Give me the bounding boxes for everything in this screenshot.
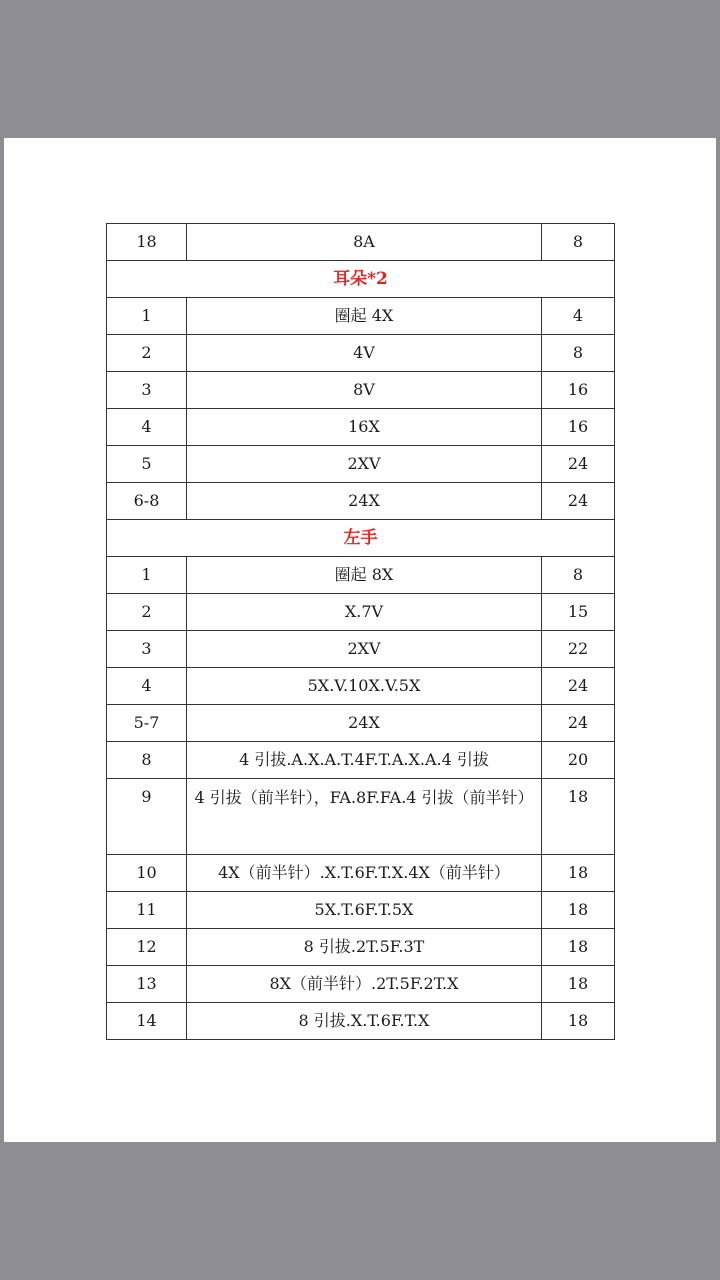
stitch-count-cell: 8 bbox=[542, 224, 615, 261]
table-row bbox=[107, 631, 615, 668]
round-cell: 3 bbox=[107, 372, 187, 409]
table-row bbox=[107, 929, 615, 966]
instruction-cell: 2XV bbox=[187, 446, 542, 483]
stitch-count-cell: 18 bbox=[542, 779, 615, 855]
instruction-cell: 4 引拔（前半针），FA.8F.FA.4 引拔（前半针） bbox=[187, 779, 542, 855]
round-cell: 5 bbox=[107, 446, 187, 483]
round-cell: 13 bbox=[107, 966, 187, 1003]
instruction-cell: X.7V bbox=[187, 594, 542, 631]
stitch-count-cell: 4 bbox=[542, 298, 615, 335]
round-cell: 3 bbox=[107, 631, 187, 668]
table-row bbox=[107, 892, 615, 929]
round-cell: 12 bbox=[107, 929, 187, 966]
instruction-cell: 8 引拔.2T.5F.3T bbox=[187, 929, 542, 966]
instruction-cell: 8X（前半针）.2T.5F.2T.X bbox=[187, 966, 542, 1003]
table-row bbox=[107, 966, 615, 1003]
instruction-cell: 8V bbox=[187, 372, 542, 409]
instruction-cell: 16X bbox=[187, 409, 542, 446]
instruction-cell: 圈起 8X bbox=[187, 557, 542, 594]
stitch-count-cell: 18 bbox=[542, 855, 615, 892]
instruction-cell: 4 引拔.A.X.A.T.4F.T.A.X.A.4 引拔 bbox=[187, 742, 542, 779]
instruction-cell: 5X.V.10X.V.5X bbox=[187, 668, 542, 705]
table-row bbox=[107, 483, 615, 520]
table-row bbox=[107, 335, 615, 372]
stitch-count-cell: 15 bbox=[542, 594, 615, 631]
table-row bbox=[107, 298, 615, 335]
instruction-cell: 4X（前半针）.X.T.6F.T.X.4X（前半针） bbox=[187, 855, 542, 892]
stitch-count-cell: 16 bbox=[542, 409, 615, 446]
table-row bbox=[107, 668, 615, 705]
round-cell: 4 bbox=[107, 668, 187, 705]
stitch-count-cell: 24 bbox=[542, 483, 615, 520]
table-row bbox=[107, 594, 615, 631]
stitch-count-cell: 24 bbox=[542, 446, 615, 483]
section-title-ears: 耳朵*2 bbox=[107, 261, 615, 298]
stitch-count-cell: 18 bbox=[542, 1003, 615, 1040]
round-cell: 5-7 bbox=[107, 705, 187, 742]
table-row bbox=[107, 224, 615, 261]
instruction-cell: 24X bbox=[187, 705, 542, 742]
round-cell: 2 bbox=[107, 335, 187, 372]
stitch-count-cell: 20 bbox=[542, 742, 615, 779]
round-cell: 4 bbox=[107, 409, 187, 446]
table-row bbox=[107, 409, 615, 446]
stitch-count-cell: 22 bbox=[542, 631, 615, 668]
round-cell: 2 bbox=[107, 594, 187, 631]
round-cell: 6-8 bbox=[107, 483, 187, 520]
table-row bbox=[107, 742, 615, 779]
crochet-pattern-table bbox=[106, 223, 615, 1040]
document-page bbox=[4, 138, 716, 1142]
section-title-left-hand: 左手 bbox=[107, 520, 615, 557]
instruction-cell: 4V bbox=[187, 335, 542, 372]
table-row bbox=[107, 855, 615, 892]
round-cell: 1 bbox=[107, 557, 187, 594]
instruction-cell: 2XV bbox=[187, 631, 542, 668]
stitch-count-cell: 16 bbox=[542, 372, 615, 409]
table-row bbox=[107, 779, 615, 855]
round-cell: 8 bbox=[107, 742, 187, 779]
round-cell: 10 bbox=[107, 855, 187, 892]
stitch-count-cell: 18 bbox=[542, 892, 615, 929]
instruction-cell: 5X.T.6F.T.5X bbox=[187, 892, 542, 929]
stitch-count-cell: 24 bbox=[542, 668, 615, 705]
instruction-cell: 8A bbox=[187, 224, 542, 261]
instruction-cell: 24X bbox=[187, 483, 542, 520]
table-row bbox=[107, 1003, 615, 1040]
table-row bbox=[107, 446, 615, 483]
stitch-count-cell: 8 bbox=[542, 335, 615, 372]
round-cell: 18 bbox=[107, 224, 187, 261]
table-row bbox=[107, 557, 615, 594]
stitch-count-cell: 18 bbox=[542, 966, 615, 1003]
section-row bbox=[107, 520, 615, 557]
table-row bbox=[107, 372, 615, 409]
table-row bbox=[107, 705, 615, 742]
round-cell: 1 bbox=[107, 298, 187, 335]
round-cell: 14 bbox=[107, 1003, 187, 1040]
round-cell: 11 bbox=[107, 892, 187, 929]
stitch-count-cell: 8 bbox=[542, 557, 615, 594]
section-row bbox=[107, 261, 615, 298]
instruction-cell: 圈起 4X bbox=[187, 298, 542, 335]
stitch-count-cell: 18 bbox=[542, 929, 615, 966]
stitch-count-cell: 24 bbox=[542, 705, 615, 742]
instruction-cell: 8 引拔.X.T.6F.T.X bbox=[187, 1003, 542, 1040]
round-cell: 9 bbox=[107, 779, 187, 855]
